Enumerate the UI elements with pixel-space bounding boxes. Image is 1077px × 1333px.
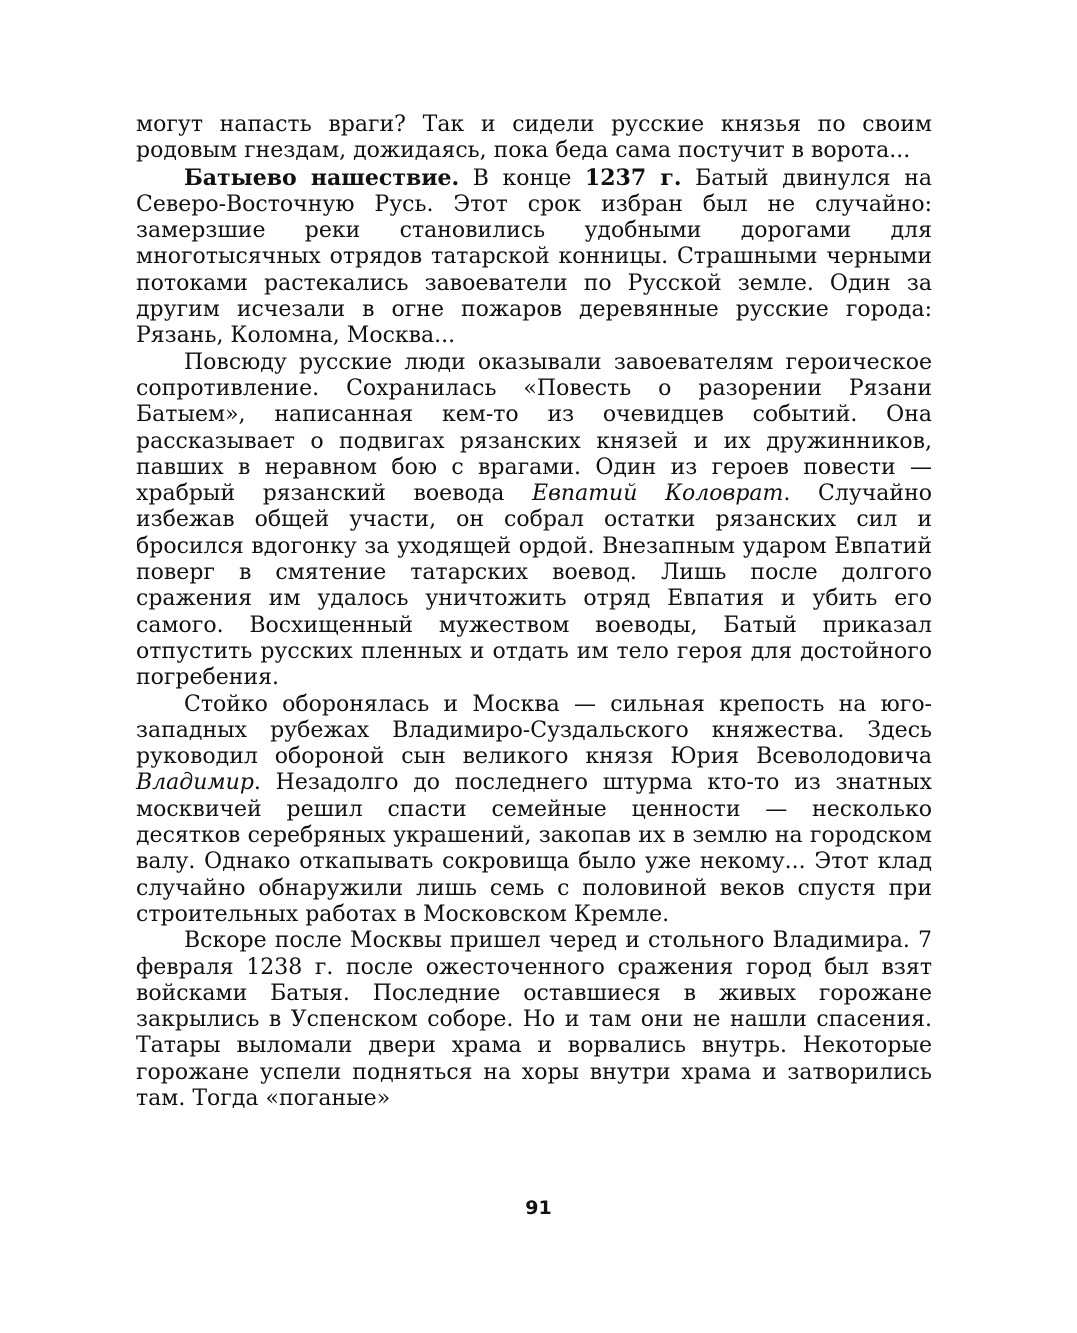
paragraph-text: Повсюду русские люди оказывали завоевателям героическое сопротивление. Сохранилась «Повесть о разорении Рязани Батыем», написанная кем-то из очевидцев событий. Она рассказывает о подвигах рязанских князей и их дружинников, павших в неравном бою с врагами. Один из героев повести — храбрый рязанский воевода xyxy=(136,349,932,507)
paragraph-text: Стойко оборонялась и Москва — сильная крепость на юго-западных рубежах Владимиро-Суздальского княжества. Здесь руководил обороной сын великого князя Юрия Всеволодовича xyxy=(136,691,932,770)
paragraph-ryazan-resistance xyxy=(136,350,932,692)
paragraph-text: . Случайно избежав общей участи, он собрал остатки рязанских сил и бросился вдогонку за уходящей ордой. Внезапным ударом Евпатий поверг в смятение татарских воевод. Лишь после долгого сражения им удалось уничтожить отряд Евпатия и убить его самого. Восхищенный мужеством воеводы, Батый приказал отпустить русских пленных и отдать им тело героя для достойного погребения. xyxy=(136,481,932,691)
year-highlight: 1237 г. xyxy=(584,164,682,191)
page-number: 91 xyxy=(525,1197,552,1219)
person-name: Евпатий Коловрат xyxy=(532,481,784,507)
paragraph-text: В конце xyxy=(459,165,585,191)
section-heading: Батыево нашествие. xyxy=(184,164,460,191)
paragraph-moscow-defense xyxy=(136,692,932,929)
paragraph-continuation: могут напасть враги? Так и сидели русские князья по своим родовым гнездам, дожидаясь, пока беда сама постучит в ворота... xyxy=(136,112,932,164)
person-name: Владимир xyxy=(136,770,254,796)
paragraph-batu-invasion xyxy=(136,165,932,350)
paragraph-text: Батый двинулся на Северо-Восточную Русь. Этот срок избран был не случайно: замерзшие реки становились удобными дорогами для многотысячных отрядов татарской конницы. Страшными черными потоками растекались завоеватели по Русской земле. Один за другим исчезали в огне пожаров деревянные русские города: Рязань, Коломна, Москва... xyxy=(136,165,933,349)
paragraph-vladimir-fall: Вскоре после Москвы пришел черед и стольного Владимира. 7 февраля 1238 г. после ожесточенного сражения город был взят войсками Батыя. Последние оставшиеся в живых горожане закрылись в Успенском соборе. Но и там они не нашли спасения. Татары выломали двери храма и ворвались внутрь. Некоторые горожане успели подняться на хоры внутри храма и затворились там. Тогда «поганые» xyxy=(136,928,932,1111)
paragraph-text: . Незадолго до последнего штурма кто-то из знатных москвичей решил спасти семейные ценности — несколько десятков серебряных украшений, закопав их в землю на городском валу. Однако откапывать сокровища было уже некому... Этот клад случайно обнаружили лишь семь с половиной веков спустя при строительных работах в Московском Кремле. xyxy=(136,770,932,927)
page-body xyxy=(136,112,932,1112)
